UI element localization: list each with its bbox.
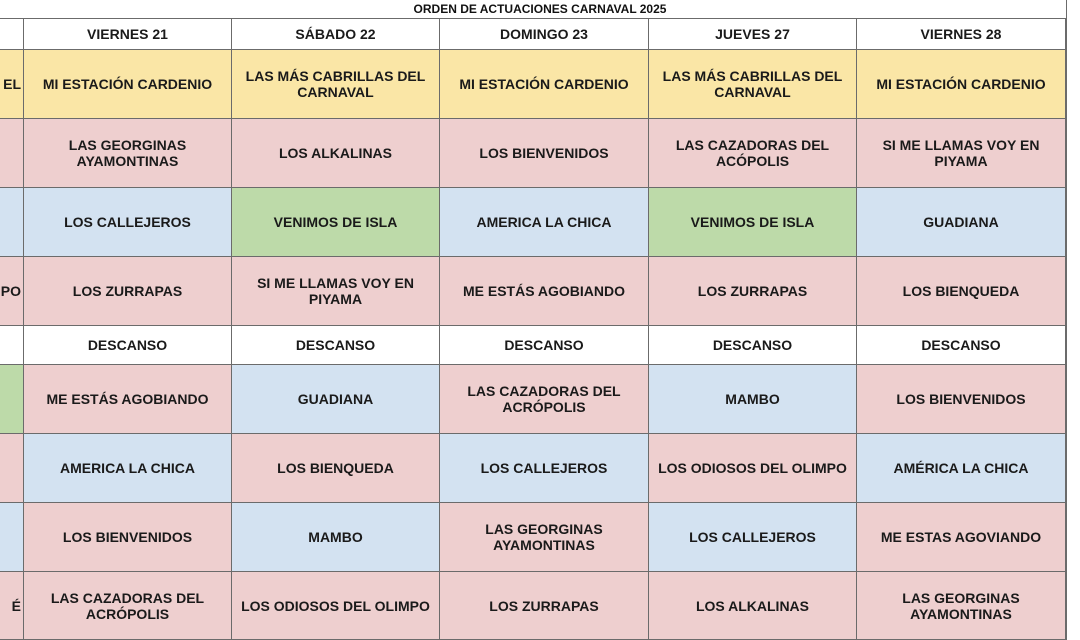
performance-cell-sabado-22-row-8[interactable] — [232, 503, 440, 572]
left-edge-cell-row-1-text: EL — [3, 76, 21, 92]
left-edge-cell-row-6[interactable] — [0, 365, 24, 434]
column-header-domingo-23-text: DOMINGO 23 — [500, 26, 588, 42]
performance-cell-viernes-21-row-2[interactable] — [24, 119, 232, 188]
performance-cell-viernes-21-row-8-text: LOS BIENVENIDOS — [62, 529, 193, 545]
performance-cell-domingo-23-row-9-text: LOS ZURRAPAS — [489, 597, 599, 614]
performance-cell-viernes-21-row-6[interactable] — [24, 365, 232, 434]
performance-cell-jueves-27-row-5-text: DESCANSO — [712, 337, 793, 353]
column-header-jueves-27[interactable] — [649, 19, 857, 50]
performance-cell-viernes-21-row-5[interactable] — [24, 326, 232, 365]
performance-cell-domingo-23-row-4[interactable] — [440, 257, 649, 326]
performance-cell-viernes-21-row-9[interactable] — [24, 572, 232, 640]
column-header-viernes-21-text: VIERNES 21 — [87, 26, 168, 42]
performance-cell-domingo-23-row-9[interactable] — [440, 572, 649, 640]
performance-cell-jueves-27-row-1[interactable] — [649, 50, 857, 119]
performance-cell-viernes-28-row-5-text: DESCANSO — [921, 337, 1001, 353]
performance-cell-domingo-23-row-5[interactable] — [440, 326, 649, 365]
performance-cell-jueves-27-row-3[interactable] — [649, 188, 857, 257]
performance-cell-viernes-21-row-4-text: LOS ZURRAPAS — [72, 283, 183, 299]
performance-cell-jueves-27-row-5[interactable] — [649, 326, 857, 365]
column-header-viernes-28-text: VIERNES 28 — [920, 26, 1002, 42]
left-edge-cell-row-9[interactable] — [0, 572, 24, 640]
performance-cell-viernes-28-row-5[interactable] — [857, 326, 1066, 365]
left-edge-cell-row-3[interactable] — [0, 188, 24, 257]
grid-right-border — [1066, 0, 1067, 640]
performance-cell-domingo-23-row-6[interactable] — [440, 365, 649, 434]
performance-cell-viernes-21-row-9-text: LAS CAZADORAS DEL ACRÓPOLIS — [50, 589, 205, 622]
performance-cell-viernes-21-row-4[interactable] — [24, 257, 232, 326]
performance-cell-viernes-21-row-1[interactable] — [24, 50, 232, 119]
performance-cell-sabado-22-row-6[interactable] — [232, 365, 440, 434]
performance-cell-domingo-23-row-4-text: ME ESTÁS AGOBIANDO — [462, 283, 626, 299]
column-header-domingo-23[interactable] — [440, 19, 649, 50]
performance-cell-jueves-27-row-2[interactable] — [649, 119, 857, 188]
performance-cell-sabado-22-row-1-text: LAS MÁS CABRILLAS DEL CARNAVAL — [245, 68, 426, 100]
performance-cell-viernes-21-row-5-text: DESCANSO — [87, 337, 168, 353]
performance-cell-domingo-23-row-5-text: DESCANSO — [504, 337, 584, 353]
performance-cell-sabado-22-row-7-text: LOS BIENQUEDA — [277, 460, 394, 476]
performance-cell-jueves-27-row-7-text: LOS ODIOSOS DEL OLIMPO — [658, 460, 847, 476]
performance-cell-domingo-23-row-3[interactable] — [440, 188, 649, 257]
performance-cell-domingo-23-row-2-text: LOS BIENVENIDOS — [479, 145, 609, 161]
header-left-edge-cell[interactable] — [0, 19, 24, 50]
performance-cell-viernes-28-row-7[interactable] — [857, 434, 1066, 503]
performance-cell-domingo-23-row-2[interactable] — [440, 119, 649, 188]
performance-cell-jueves-27-row-4-text: LOS ZURRAPAS — [697, 283, 808, 299]
performance-cell-domingo-23-row-3-text: AMERICA LA CHICA — [476, 214, 612, 230]
performance-cell-jueves-27-row-8[interactable] — [649, 503, 857, 572]
left-edge-cell-row-1[interactable] — [0, 50, 24, 119]
performance-cell-jueves-27-row-2-text: LAS CAZADORAS DEL ACÓPOLIS — [675, 137, 830, 169]
left-edge-cell-row-4[interactable] — [0, 257, 24, 326]
performance-cell-sabado-22-row-7[interactable] — [232, 434, 440, 503]
performance-cell-jueves-27-row-3-text: VENIMOS DE ISLA — [690, 214, 815, 230]
left-edge-cell-row-5[interactable] — [0, 326, 24, 365]
performance-cell-viernes-21-row-3-text: LOS CALLEJEROS — [64, 214, 191, 230]
performance-cell-viernes-28-row-6[interactable] — [857, 365, 1066, 434]
performance-cell-viernes-28-row-1-text: MI ESTACIÓN CARDENIO — [876, 76, 1046, 92]
left-edge-cell-row-4-text: PO — [0, 283, 21, 299]
performance-cell-viernes-28-row-9-text: LAS GEORGINAS AYAMONTINAS — [902, 589, 1020, 622]
performance-cell-viernes-28-row-7-text: AMÉRICA LA CHICA — [893, 460, 1029, 476]
performance-cell-viernes-21-row-1-text: MI ESTACIÓN CARDENIO — [42, 76, 213, 92]
performance-cell-viernes-21-row-7[interactable] — [24, 434, 232, 503]
performance-cell-sabado-22-row-3-text: VENIMOS DE ISLA — [273, 214, 398, 230]
performance-cell-viernes-28-row-1[interactable] — [857, 50, 1066, 119]
performance-cell-sabado-22-row-5[interactable] — [232, 326, 440, 365]
performance-cell-domingo-23-row-1[interactable] — [440, 50, 649, 119]
performance-cell-jueves-27-row-6-text: MAMBO — [725, 391, 780, 407]
performance-cell-jueves-27-row-9-text: LOS ALKALINAS — [695, 597, 810, 614]
performance-cell-domingo-23-row-8-text: LAS GEORGINAS AYAMONTINAS — [485, 521, 603, 553]
performance-cell-viernes-28-row-6-text: LOS BIENVENIDOS — [896, 391, 1026, 407]
performance-cell-sabado-22-row-4-text: SI ME LLAMAS VOY EN PIYAMA — [257, 275, 414, 307]
performance-cell-viernes-21-row-8[interactable] — [24, 503, 232, 572]
performance-cell-domingo-23-row-7-text: LOS CALLEJEROS — [480, 460, 608, 476]
performance-cell-domingo-23-row-6-text: LAS CAZADORAS DEL ACRÓPOLIS — [467, 383, 621, 415]
column-header-jueves-27-text: JUEVES 27 — [715, 26, 790, 42]
left-edge-cell-row-2[interactable] — [0, 119, 24, 188]
performance-cell-viernes-28-row-4[interactable] — [857, 257, 1066, 326]
column-header-viernes-21[interactable] — [24, 19, 232, 50]
performance-cell-viernes-28-row-3-text: GUADIANA — [923, 214, 999, 230]
performance-cell-viernes-28-row-2-text: SI ME LLAMAS VOY EN PIYAMA — [882, 137, 1040, 169]
performance-cell-jueves-27-row-1-text: LAS MÁS CABRILLAS DEL CARNAVAL — [662, 68, 843, 100]
performance-cell-sabado-22-row-2-text: LOS ALKALINAS — [278, 145, 393, 161]
performance-cell-sabado-22-row-4[interactable] — [232, 257, 440, 326]
left-edge-cell-row-8[interactable] — [0, 503, 24, 572]
performance-cell-jueves-27-row-6[interactable] — [649, 365, 857, 434]
performance-cell-viernes-28-row-9[interactable] — [857, 572, 1066, 640]
performance-cell-viernes-28-row-3[interactable] — [857, 188, 1066, 257]
performance-cell-sabado-22-row-3[interactable] — [232, 188, 440, 257]
column-header-sabado-22[interactable] — [232, 19, 440, 50]
left-edge-cell-row-7[interactable] — [0, 434, 24, 503]
performance-cell-viernes-28-row-8-text: ME ESTAS AGOVIANDO — [880, 529, 1042, 545]
performance-cell-sabado-22-row-8-text: MAMBO — [308, 529, 363, 545]
performance-cell-jueves-27-row-8-text: LOS CALLEJEROS — [689, 529, 816, 545]
performance-cell-viernes-28-row-4-text: LOS BIENQUEDA — [902, 283, 1020, 299]
performance-cell-viernes-21-row-3[interactable] — [24, 188, 232, 257]
performance-cell-domingo-23-row-7[interactable] — [440, 434, 649, 503]
performance-cell-domingo-23-row-8[interactable] — [440, 503, 649, 572]
performance-cell-viernes-21-row-2-text: LAS GEORGINAS AYAMONTINAS — [68, 137, 187, 169]
performance-cell-sabado-22-row-6-text: GUADIANA — [297, 391, 374, 407]
performance-cell-jueves-27-row-9[interactable] — [649, 572, 857, 640]
performance-cell-sabado-22-row-2[interactable] — [232, 119, 440, 188]
performance-cell-sabado-22-row-5-text: DESCANSO — [295, 337, 376, 353]
performance-cell-viernes-21-row-7-text: AMERICA LA CHICA — [59, 460, 196, 476]
performance-cell-sabado-22-row-9-text: LOS ODIOSOS DEL OLIMPO — [241, 597, 430, 614]
sheet-title: ORDEN DE ACTUACIONES CARNAVAL 2025 — [413, 2, 667, 16]
column-header-viernes-28[interactable] — [857, 19, 1066, 50]
performance-cell-sabado-22-row-1[interactable] — [232, 50, 440, 119]
performance-cell-jueves-27-row-7[interactable] — [649, 434, 857, 503]
performance-cell-sabado-22-row-9[interactable] — [232, 572, 440, 640]
performance-cell-domingo-23-row-1-text: MI ESTACIÓN CARDENIO — [459, 76, 629, 92]
column-header-sabado-22-text: SÁBADO 22 — [295, 26, 376, 42]
performance-cell-jueves-27-row-4[interactable] — [649, 257, 857, 326]
performance-cell-viernes-28-row-2[interactable] — [857, 119, 1066, 188]
left-edge-cell-row-9-text: É — [11, 597, 21, 614]
performance-cell-viernes-21-row-6-text: ME ESTÁS AGOBIANDO — [46, 391, 209, 407]
performance-cell-viernes-28-row-8[interactable] — [857, 503, 1066, 572]
